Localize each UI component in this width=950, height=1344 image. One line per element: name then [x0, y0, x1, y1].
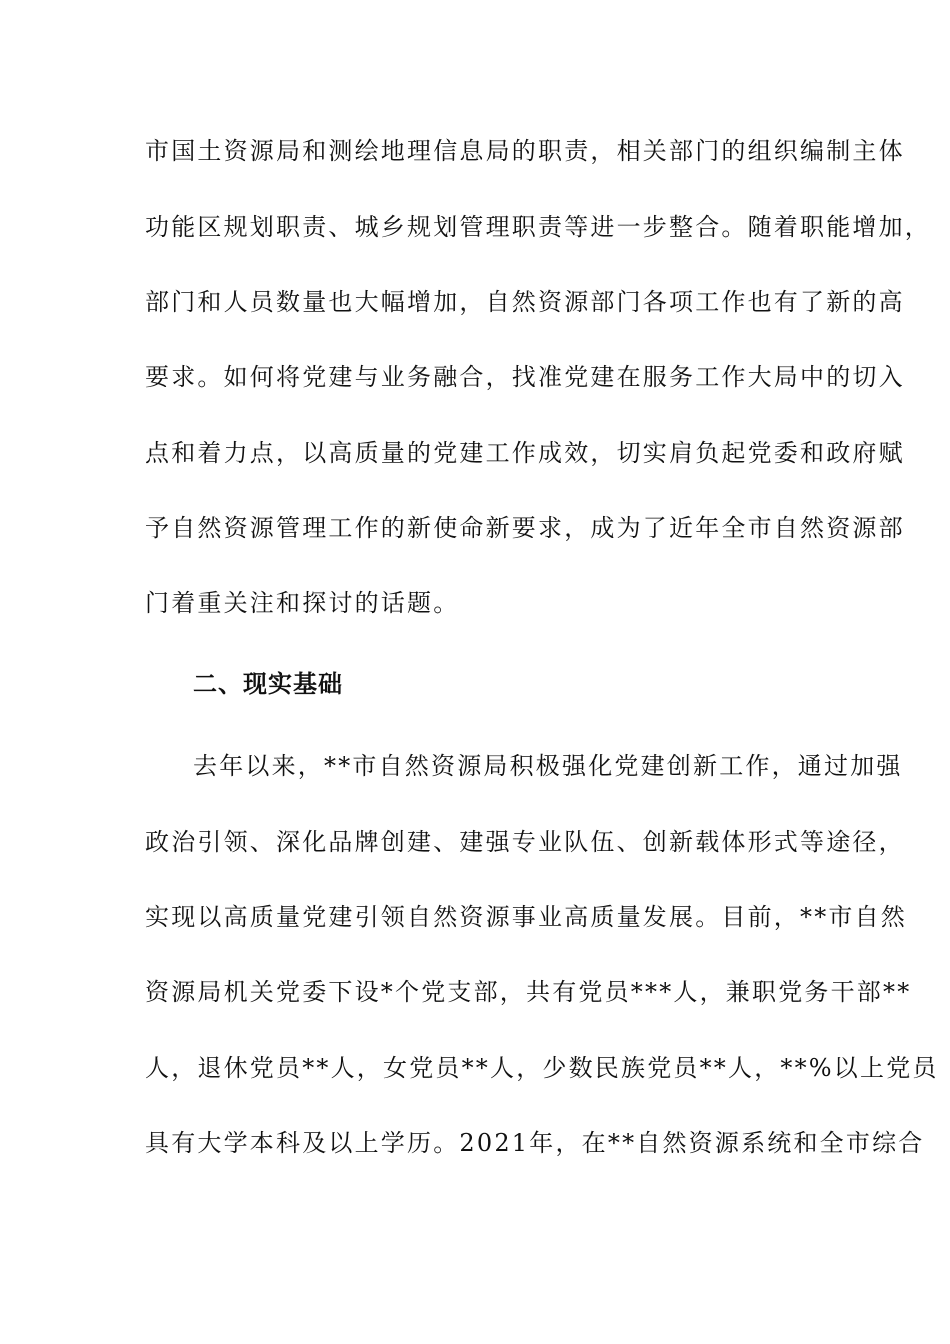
paragraph-line: 人，退休党员**人，女党员**人，少数民族党员**人，**%以上党员 [145, 1054, 939, 1082]
paragraph-line: 具有大学本科及以上学历。2021年，在**自然资源系统和全市综合 [145, 1129, 925, 1157]
paragraph-line: 部门和人员数量也大幅增加，自然资源部门各项工作也有了新的高 [145, 288, 905, 316]
paragraph-line: 点和着力点，以高质量的党建工作成效，切实肩负起党委和政府赋 [145, 439, 905, 467]
paragraph-line: 门着重关注和探讨的话题。 [145, 589, 460, 617]
paragraph-line: 政治引领、深化品牌创建、建强专业队伍、创新载体形式等途径， [145, 828, 905, 856]
paragraph-line: 要求。如何将党建与业务融合，找准党建在服务工作大局中的切入 [145, 363, 905, 391]
paragraph-line: 资源局机关党委下设*个党支部，共有党员***人，兼职党务干部** [145, 978, 912, 1006]
paragraph-line: 予自然资源管理工作的新使命新要求，成为了近年全市自然资源部 [145, 514, 905, 542]
section-heading: 二、现实基础 [193, 670, 343, 698]
paragraph-line: 市国土资源局和测绘地理信息局的职责，相关部门的组织编制主体 [145, 137, 905, 165]
paragraph-line: 去年以来，**市自然资源局积极强化党建创新工作，通过加强 [193, 752, 903, 780]
paragraph-line: 实现以高质量党建引领自然资源事业高质量发展。目前，**市自然 [145, 903, 907, 931]
paragraph-line: 功能区规划职责、城乡规划管理职责等进一步整合。随着职能增加， [145, 213, 931, 241]
